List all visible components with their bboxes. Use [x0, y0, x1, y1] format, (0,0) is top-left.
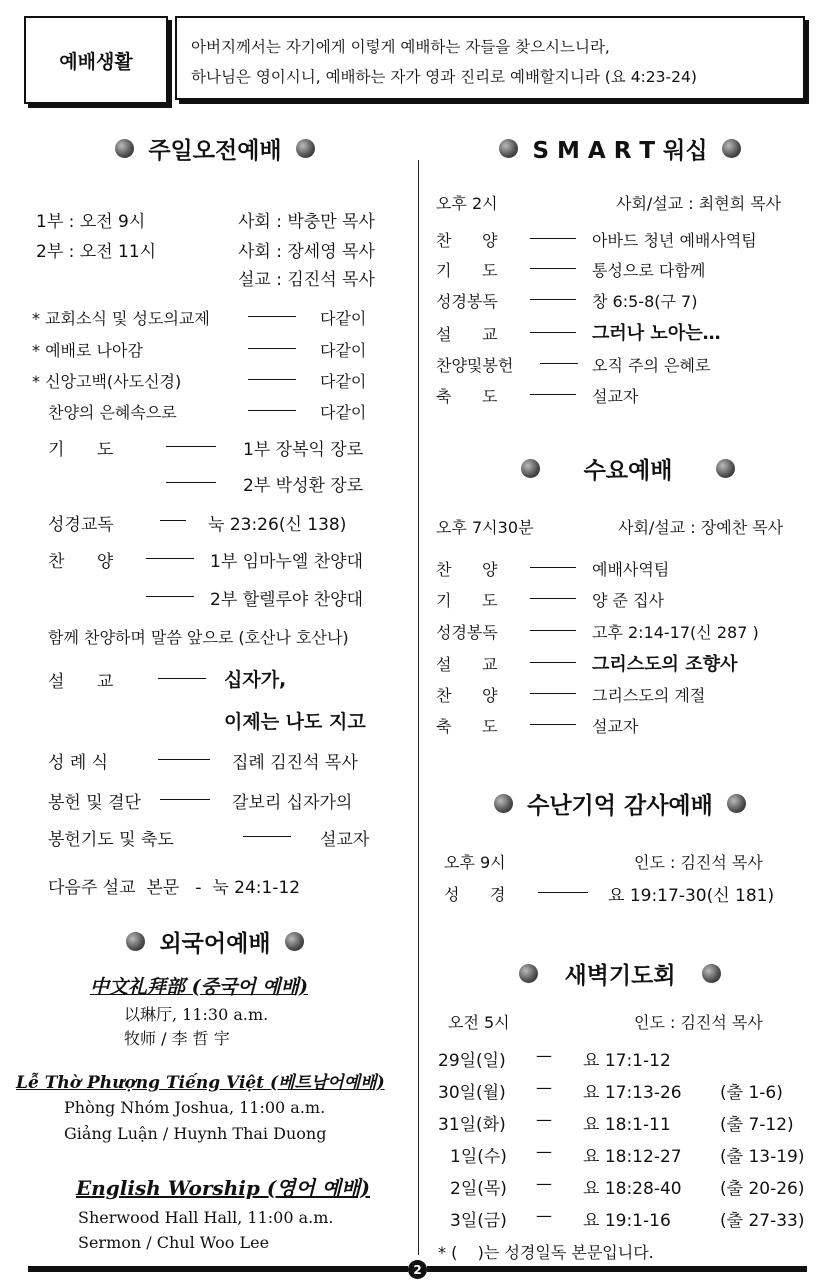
foreign-title: [60, 925, 370, 958]
smart-item-label: 축 도: [436, 387, 498, 406]
order-item-name: * 교회소식 및 성도의교제: [32, 309, 210, 328]
dash: —: [536, 1142, 552, 1161]
dawn-title-text: 새벽기도회: [564, 963, 676, 989]
passion-reading: 요 19:17-30(신 181): [608, 886, 775, 906]
leader-line: [538, 892, 588, 893]
page-number: 2: [408, 1260, 427, 1279]
leader-line: [530, 693, 576, 694]
bullet-icon: [702, 964, 721, 983]
dawn-extra: (출 20-26): [720, 1179, 805, 1199]
chinese-line-2: 牧师 / 李 哲 宇: [124, 1029, 230, 1048]
english-line-2: Sermon / Chul Woo Lee: [78, 1233, 270, 1252]
dawn-title: [470, 957, 770, 990]
leader-line: [530, 662, 576, 663]
leader-line: [530, 394, 576, 395]
smart-item-label: 찬 양: [436, 231, 498, 250]
smart-item-label: 설 교: [436, 325, 498, 344]
reading-label: 성경교독: [48, 515, 114, 535]
header-label: 예배생활: [59, 50, 133, 73]
leader-line: [540, 363, 578, 364]
dawn-time: 오전 5시: [448, 1013, 510, 1032]
offering: 갈보리 십자가의: [232, 793, 353, 813]
smart-item-value: 아바드 청년 예배사역팀: [592, 231, 757, 250]
leader-line: [530, 598, 576, 599]
verse-line-2: 하나님은 영이시니, 예배하는 자가 영과 진리로 예배할지니라 (요 4:23-24): [191, 68, 697, 86]
smart-time: 오후 2시: [436, 194, 498, 213]
bullet-icon: [499, 139, 518, 158]
offering-label: 봉헌 및 결단: [48, 793, 141, 813]
dawn-leader: 인도 : 김진석 목사: [634, 1013, 763, 1032]
wednesday-item-value: 고후 2:14-17(신 287 ): [592, 623, 759, 642]
foreign-title-text: 외국어예배: [159, 931, 271, 957]
leader-line: [160, 799, 210, 800]
order-item-name: 찬양의 은혜속으로: [48, 403, 177, 422]
leader-line: [158, 678, 206, 679]
benediction: 설교자: [320, 830, 370, 850]
order-item-value: 다같이: [320, 403, 367, 422]
leader-line: [248, 379, 296, 380]
wednesday-item-label: 찬 양: [436, 560, 498, 579]
praise-2: 2부 할렐루야 찬양대: [210, 590, 363, 610]
prayer-2: 2부 박성환 장로: [243, 476, 364, 496]
order-item-value: 다같이: [320, 309, 367, 328]
viet-line-2: Giảng Luận / Huynh Thai Duong: [64, 1124, 327, 1143]
smart-item-value: 설교자: [592, 387, 639, 406]
prayer-label: 기 도: [48, 440, 114, 460]
leader-line: [160, 520, 186, 521]
sunday-title-text: 주일오전예배: [148, 138, 282, 164]
wednesday-item-value: 그리스도의 계절: [592, 686, 706, 705]
dawn-extra: (출 7-12): [720, 1115, 794, 1135]
dawn-extra: (출 1-6): [720, 1083, 783, 1103]
wednesday-host: 사회/설교 : 장예찬 목사: [618, 518, 784, 537]
wednesday-item-label: 성경봉독: [436, 623, 498, 642]
passion-time: 오후 9시: [444, 853, 506, 872]
smart-item-label: 찬양및봉헌: [436, 356, 514, 375]
service1-time: 1부 : 오전 9시: [36, 212, 146, 232]
wednesday-item-label: 찬 양: [436, 686, 498, 705]
bullet-icon: [519, 964, 538, 983]
bullet-icon: [716, 459, 735, 478]
leader-line: [530, 724, 576, 725]
wednesday-item-label: 축 도: [436, 717, 498, 736]
dawn-day: 1일(수): [450, 1147, 507, 1167]
bullet-icon: [285, 932, 304, 951]
leader-line: [243, 836, 291, 837]
bullet-icon: [521, 459, 540, 478]
dash: —: [536, 1206, 552, 1225]
next-week-text: 다음주 설교 본문 - 눅 24:1-12: [48, 878, 301, 898]
service2-time: 2부 : 오전 11시: [36, 242, 157, 262]
column-divider: [418, 160, 419, 1255]
leader-line: [530, 332, 576, 333]
dawn-note: * ( )는 성경일독 본문입니다.: [438, 1243, 654, 1262]
smart-item-value: 통성으로 다함께: [592, 261, 706, 280]
leader-line: [146, 596, 194, 597]
smart-title: [470, 132, 770, 165]
smart-item-label: 성경봉독: [436, 292, 498, 311]
dash: —: [536, 1078, 552, 1097]
bullet-icon: [727, 794, 746, 813]
header-label-box: [24, 16, 168, 104]
dash: —: [536, 1110, 552, 1129]
wednesday-time: 오후 7시30분: [436, 518, 534, 537]
leader-line: [248, 410, 296, 411]
leader-line: [146, 558, 194, 559]
chinese-line-1: 以琳厅, 11:30 a.m.: [124, 1005, 269, 1024]
bullet-icon: [115, 139, 134, 158]
english-service-title: English Worship (영어 예배): [76, 1176, 370, 1200]
benediction-label: 봉헌기도 및 축도: [48, 830, 174, 850]
leader-line: [530, 630, 576, 631]
dawn-text: 요 17:1-12: [583, 1051, 671, 1071]
bullet-icon: [296, 139, 315, 158]
dawn-day: 31일(화): [438, 1115, 506, 1135]
dawn-text: 요 18:1-11: [583, 1115, 671, 1135]
smart-host: 사회/설교 : 최현희 목사: [616, 194, 782, 213]
leader-line: [158, 759, 210, 760]
leader-line: [166, 446, 216, 447]
wednesday-item-label: 기 도: [436, 591, 498, 610]
order-item-name: * 신앙고백(사도신경): [32, 372, 182, 391]
order-item-value: 다같이: [320, 372, 367, 391]
leader-line: [248, 316, 296, 317]
order-item-name: * 예배로 나아감: [32, 341, 143, 360]
sermon-by: 설교 : 김진석 목사: [238, 270, 375, 290]
dash: —: [536, 1046, 552, 1065]
leader-line: [166, 482, 216, 483]
sacrament-label: 성 례 식: [48, 753, 109, 773]
bottom-rule-right: [427, 1266, 807, 1272]
wednesday-item-value: 설교자: [592, 717, 639, 736]
leader-line: [530, 268, 576, 269]
leader-line: [530, 567, 576, 568]
bullet-icon: [722, 139, 741, 158]
service2-host: 사회 : 장세영 목사: [238, 242, 375, 262]
praise-1: 1부 임마누엘 찬양대: [210, 552, 363, 572]
passion-title: [470, 787, 770, 820]
sermon-title-1: 십자가,: [224, 669, 287, 691]
passion-leader: 인도 : 김진석 목사: [634, 853, 763, 872]
dawn-extra: (출 13-19): [720, 1147, 805, 1167]
wednesday-item-value: 예배사역팀: [592, 560, 670, 579]
leader-line: [530, 238, 576, 239]
leader-line: [530, 299, 576, 300]
service1-host: 사회 : 박충만 목사: [238, 212, 375, 232]
smart-item-value: 오직 주의 은혜로: [592, 356, 711, 375]
dawn-text: 요 19:1-16: [583, 1211, 671, 1231]
sunday-title: [60, 132, 370, 165]
sermon-title-2: 이제는 나도 지고: [224, 711, 366, 733]
smart-item-label: 기 도: [436, 261, 498, 280]
wednesday-title: [478, 452, 778, 485]
prayer-1: 1부 장복익 장로: [243, 440, 364, 460]
verse-line-1: 아버지께서는 자기에게 이렇게 예배하는 자들을 찾으시느니라,: [191, 38, 610, 56]
sermon-label: 설 교: [48, 672, 114, 692]
dawn-text: 요 17:13-26: [583, 1083, 682, 1103]
smart-title-text: S M A R T 워십: [532, 138, 708, 164]
wednesday-item-label: 설 교: [436, 655, 498, 674]
sacrament: 집례 김진석 목사: [232, 753, 358, 773]
wednesday-item-value: 양 준 집사: [592, 591, 664, 610]
dawn-day: 29일(일): [438, 1051, 506, 1071]
chinese-service-title: 中文礼拜部 (중국어 예배): [90, 976, 308, 998]
english-line-1: Sherwood Hall Hall, 11:00 a.m.: [78, 1208, 334, 1227]
dash: —: [536, 1174, 552, 1193]
bullet-icon: [494, 794, 513, 813]
bullet-icon: [126, 932, 145, 951]
wednesday-title-text: 수요예배: [583, 458, 673, 484]
dawn-text: 요 18:28-40: [583, 1179, 682, 1199]
viet-line-1: Phòng Nhóm Joshua, 11:00 a.m.: [64, 1098, 326, 1117]
leader-line: [248, 348, 296, 349]
viet-service-title: Lễ Thờ Phượng Tiếng Việt (베트남어예배): [16, 1073, 385, 1093]
wednesday-sermon-title: 그리스도의 조향사: [592, 654, 738, 675]
header-verse-box: [175, 16, 805, 100]
dawn-day: 30일(월): [438, 1083, 506, 1103]
smart-item-value: 창 6:5-8(구 7): [592, 292, 698, 311]
praise-label: 찬 양: [48, 552, 114, 572]
smart-sermon-title: 그러나 노아는…: [592, 323, 721, 344]
dawn-text: 요 18:12-27: [583, 1147, 682, 1167]
dawn-extra: (출 27-33): [720, 1211, 805, 1231]
passion-reading-label: 성 경: [444, 885, 506, 904]
order-item-value: 다같이: [320, 341, 367, 360]
dawn-day: 2일(목): [450, 1179, 507, 1199]
bottom-rule-left: [28, 1266, 408, 1272]
sing-together: 함께 찬양하며 말씀 앞으로 (호산나 호산나): [48, 628, 349, 647]
reading: 눅 23:26(신 138): [208, 515, 347, 535]
passion-title-text: 수난기억 감사예배: [527, 793, 713, 819]
dawn-day: 3일(금): [450, 1211, 507, 1231]
